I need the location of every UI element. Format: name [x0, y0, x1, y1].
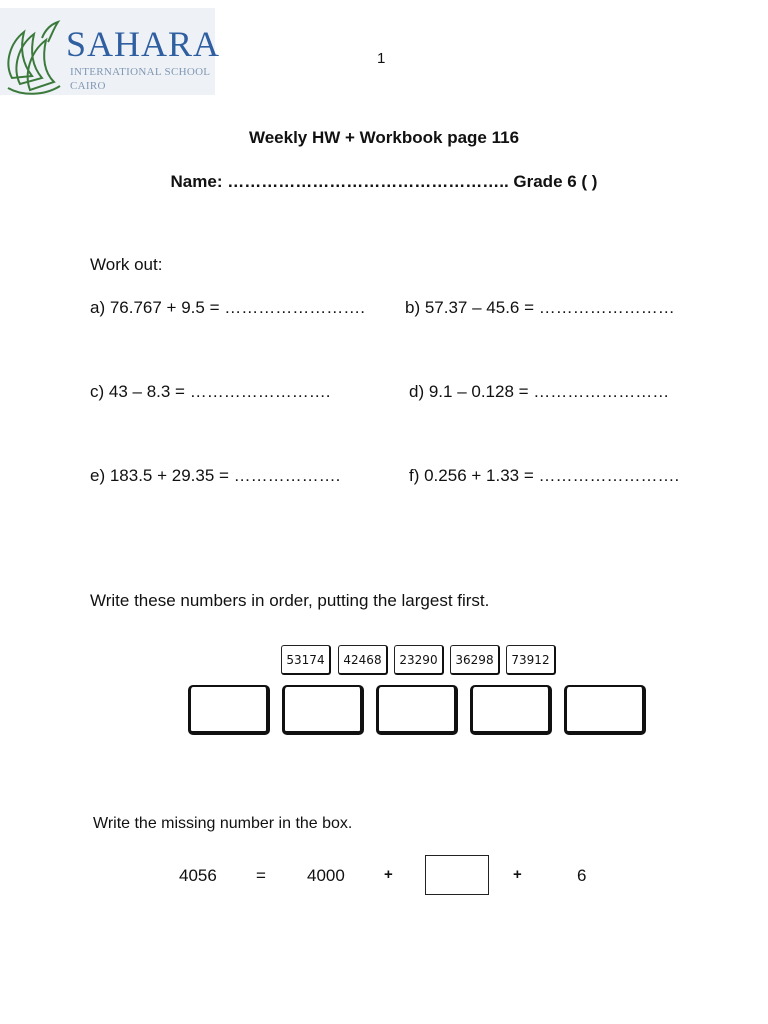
dove-emblem-icon: [2, 18, 64, 98]
problem-e: e) 183.5 + 29.35 = ……………….: [90, 466, 341, 485]
order-answer-box-3[interactable]: [376, 685, 458, 735]
logo-brand-text: SAHARA: [66, 24, 221, 64]
worksheet-title: Weekly HW + Workbook page 116: [248, 128, 520, 147]
number-card: 36298: [450, 645, 500, 675]
missing-number-box[interactable]: [425, 855, 489, 895]
order-answer-box-4[interactable]: [470, 685, 552, 735]
logo-location: CAIRO: [70, 80, 106, 92]
problem-a: a) 76.767 + 9.5 = …………………….: [90, 298, 365, 317]
plus-sign-2: +: [513, 866, 522, 883]
number-card: 23290: [394, 645, 444, 675]
order-numbers-heading: Write these numbers in order, putting the largest first.: [90, 591, 490, 610]
problem-d: d) 9.1 – 0.128 = ……………………: [409, 382, 670, 401]
order-answer-box-5[interactable]: [564, 685, 646, 735]
name-grade-line: Name: ………………………………………….. Grade 6 ( ): [170, 172, 598, 191]
missing-number-heading: Write the missing number in the box.: [93, 815, 353, 832]
page-number: 1: [377, 50, 386, 67]
order-answer-box-1[interactable]: [188, 685, 270, 735]
equals-sign: =: [256, 866, 266, 885]
number-card: 53174: [281, 645, 331, 675]
number-card: 73912: [506, 645, 556, 675]
logo-subtitle: INTERNATIONAL SCHOOL: [70, 66, 211, 78]
equation-term-3: 6: [577, 866, 587, 885]
equation-term-1: 4000: [307, 866, 345, 885]
problem-f: f) 0.256 + 1.33 = …………………….: [409, 466, 680, 485]
equation-lhs: 4056: [179, 866, 217, 885]
order-answer-box-2[interactable]: [282, 685, 364, 735]
school-logo: [0, 8, 221, 95]
problem-c: c) 43 – 8.3 = …………………….: [90, 382, 331, 401]
work-out-heading: Work out:: [90, 255, 163, 274]
problem-b: b) 57.37 – 45.6 = ……………………: [405, 298, 675, 317]
plus-sign-1: +: [384, 866, 393, 883]
number-card: 42468: [338, 645, 388, 675]
